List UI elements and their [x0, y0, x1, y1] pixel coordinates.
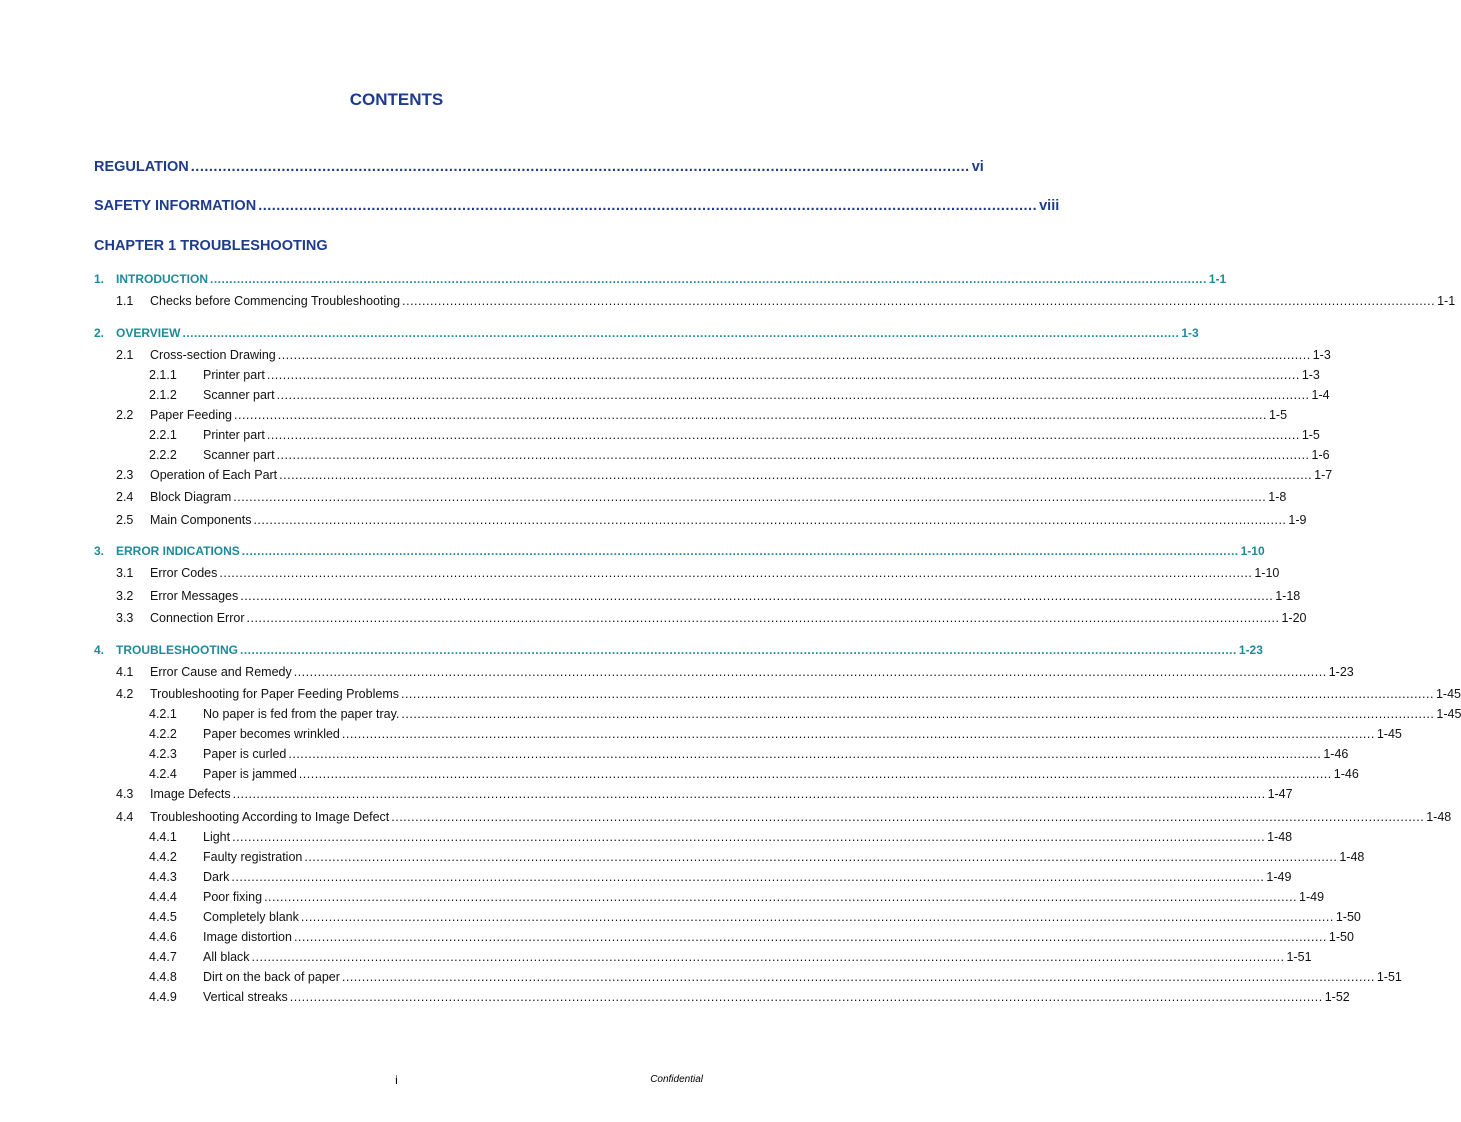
entry-label: REGULATION	[94, 159, 189, 175]
entry-label	[94, 272, 208, 286]
entry-number: 4.3	[116, 787, 134, 801]
page-title: CONTENTS	[349, 90, 444, 109]
entry-label	[149, 910, 299, 924]
entry-number: 4.2.4	[149, 767, 177, 781]
entry-label	[116, 566, 217, 580]
entry-page: 1-51	[1376, 969, 1402, 984]
entry-title: Image Defects	[150, 787, 231, 801]
entry-page: 1-18	[1275, 588, 1301, 603]
toc-entry-level-3[interactable]	[149, 747, 1349, 761]
entry-number: 2.1	[116, 347, 134, 362]
dot-leader: ....................................................................................................................................................................................................................................................................	[304, 849, 1338, 864]
entry-number: 2.3	[116, 467, 134, 482]
entry-label	[149, 727, 340, 741]
entry-title: ERROR INDICATIONS	[116, 544, 240, 558]
entry-title: Image distortion	[203, 929, 292, 944]
entry-number: 4.2.1	[149, 707, 177, 721]
entry-page: 1-8	[1268, 490, 1287, 504]
dot-leader: ....................................................................................................................................................................................................................................................................	[246, 611, 1280, 625]
entry-page: 1-20	[1281, 611, 1307, 625]
entry-page: 1-45	[1436, 707, 1461, 721]
entry-page: 1-45	[1376, 727, 1402, 741]
entry-label	[149, 767, 297, 781]
toc-entry-level-2[interactable]	[116, 588, 1301, 603]
entry-title: Troubleshooting According to Image Defect	[150, 809, 390, 824]
entry-title: Light	[203, 829, 231, 844]
toc-entry-level-3[interactable]	[149, 367, 1320, 382]
entry-title: Main Components	[150, 512, 252, 527]
entry-title: Error Codes	[150, 566, 218, 580]
entry-title: All black	[203, 949, 250, 964]
entry-label	[149, 950, 250, 964]
entry-label	[116, 589, 238, 603]
toc-entry-level-3[interactable]	[149, 727, 1402, 741]
entry-label	[116, 787, 231, 801]
entry-page: 1-50	[1328, 929, 1354, 944]
entry-label	[116, 810, 389, 824]
toc-entry-level-3[interactable]	[149, 829, 1293, 844]
entry-title: Vertical streaks	[203, 989, 288, 1004]
entry-title: Operation of Each Part	[150, 467, 278, 482]
entry-page: 1-3	[1312, 347, 1331, 362]
entry-page: 1-3	[1301, 367, 1320, 382]
toc-entry-level-3[interactable]	[149, 869, 1292, 884]
entry-number: 4.4.6	[149, 929, 177, 944]
entry-number: 4.4.8	[149, 969, 177, 984]
entry-label	[149, 930, 292, 944]
entry-number: 3.1	[116, 566, 134, 580]
dot-leader: ....................................................................................................................................................................................................................................................................	[210, 272, 1207, 286]
entry-page: vi	[971, 159, 984, 175]
dot-leader: ....................................................................................................................................................................................................................................................................	[391, 809, 1425, 824]
toc-entry-level-3[interactable]	[149, 949, 1312, 964]
entry-title: Connection Error	[150, 611, 245, 625]
dot-leader: ....................................................................................................................................................................................................................................................................	[232, 787, 1266, 801]
toc-entry-level-3[interactable]	[149, 447, 1330, 462]
footer-page-number: i	[395, 1073, 398, 1087]
toc-entry-level-1[interactable]	[94, 272, 1227, 286]
entry-number: 2.2	[116, 407, 134, 422]
entry-page: 1-49	[1299, 889, 1325, 904]
dot-leader: ....................................................................................................................................................................................................................................................................	[240, 642, 1237, 657]
entry-label	[116, 468, 277, 482]
toc-entry-level-1[interactable]	[94, 642, 1263, 657]
entry-number: 4.4.1	[149, 829, 177, 844]
toc-entry-level-2[interactable]	[116, 687, 1461, 701]
entry-title: Block Diagram	[150, 490, 232, 504]
dot-leader: ....................................................................................................................................................................................................................................................................	[276, 447, 1310, 462]
entry-label	[116, 348, 276, 362]
toc-entry-level-3[interactable]	[149, 849, 1365, 864]
entry-page: 1-4	[1311, 387, 1330, 402]
entry-label	[149, 448, 275, 462]
entry-number: 4.4.2	[149, 849, 177, 864]
toc-entry-level-3[interactable]	[149, 929, 1354, 944]
entry-label	[149, 890, 262, 904]
dot-leader: ....................................................................................................................................................................................................................................................................	[298, 767, 1332, 781]
entry-title: Paper is jammed	[203, 767, 297, 781]
entry-page: 1-52	[1324, 989, 1350, 1004]
entry-title: Scanner part	[203, 387, 275, 402]
entry-page: 1-10	[1254, 566, 1280, 580]
entry-page: 1-45	[1435, 687, 1461, 701]
entry-title: Paper becomes wrinkled	[203, 727, 340, 741]
toc-entry-level-2[interactable]	[116, 787, 1293, 801]
toc-entry-level-3[interactable]	[149, 889, 1325, 904]
entry-page: 1-48	[1339, 849, 1365, 864]
entry-label	[149, 368, 265, 382]
entry-title: Scanner part	[203, 447, 275, 462]
entry-label	[116, 294, 400, 308]
dot-leader: ....................................................................................................................................................................................................................................................................	[253, 512, 1287, 527]
toc-major-entry[interactable]	[94, 198, 1060, 214]
entry-number: 4.2.3	[149, 747, 177, 761]
entry-number: 4.4.3	[149, 869, 177, 884]
entry-title: Faulty registration	[203, 849, 303, 864]
toc-entry-level-3[interactable]	[149, 909, 1361, 924]
dot-leader: ....................................................................................................................................................................................................................................................................	[240, 588, 1274, 603]
dot-leader: ....................................................................................................................................................................................................................................................................	[293, 664, 1327, 679]
entry-label	[116, 408, 232, 422]
entry-number: 3.2	[116, 588, 134, 603]
entry-label	[149, 990, 288, 1004]
toc-entry-level-3[interactable]	[149, 969, 1402, 984]
dot-leader: ....................................................................................................................................................................................................................................................................	[231, 869, 1265, 884]
entry-number: 1.1	[116, 294, 134, 308]
entry-label: SAFETY INFORMATION	[94, 198, 257, 214]
entry-page: 1-51	[1286, 949, 1312, 964]
entry-page: 1-5	[1268, 407, 1288, 422]
entry-label	[149, 707, 399, 721]
entry-title: Dirt on the back of paper	[203, 969, 340, 984]
entry-title: Paper is curled	[203, 747, 287, 761]
entry-title: Poor fixing	[203, 889, 263, 904]
entry-title: Printer part	[203, 367, 265, 382]
dot-leader: ............................................................................................................................................................................	[258, 198, 1038, 214]
entry-number: 4.4	[116, 809, 134, 824]
entry-page: 1-3	[1181, 325, 1199, 340]
entry-number: 4.2.2	[149, 727, 177, 741]
entry-number: 4.4.5	[149, 909, 177, 924]
dot-leader: ....................................................................................................................................................................................................................................................................	[219, 566, 1253, 580]
entry-label	[149, 428, 265, 442]
entry-page: viii	[1039, 198, 1060, 214]
dot-leader: ....................................................................................................................................................................................................................................................................	[402, 294, 1436, 308]
dot-leader: ....................................................................................................................................................................................................................................................................	[266, 367, 1300, 382]
toc-entry-level-1[interactable]	[94, 544, 1265, 558]
entry-page: 1-7	[1314, 467, 1333, 482]
entry-label	[149, 747, 286, 761]
toc-entry-level-2[interactable]	[116, 294, 1456, 308]
dot-leader: ....................................................................................................................................................................................................................................................................	[293, 929, 1327, 944]
toc-entry-level-2[interactable]	[116, 809, 1452, 824]
entry-page: 1-49	[1266, 869, 1292, 884]
entry-page: 1-1	[1208, 272, 1227, 286]
entry-page: 1-23	[1238, 642, 1263, 657]
entry-number: 2.	[94, 325, 105, 340]
entry-label	[149, 388, 275, 402]
entry-title: Troubleshooting for Paper Feeding Problems	[150, 687, 399, 701]
entry-page: 1-47	[1267, 787, 1293, 801]
entry-label	[94, 544, 240, 558]
entry-page: 1-10	[1240, 544, 1265, 558]
dot-leader: ....................................................................................................................................................................................................................................................................	[341, 727, 1375, 741]
toc-entry-level-2[interactable]	[116, 664, 1354, 679]
toc-entry-level-2[interactable]	[116, 611, 1307, 625]
entry-page: 1-1	[1437, 294, 1456, 308]
entry-page: 1-50	[1335, 909, 1361, 924]
entry-title: OVERVIEW	[116, 325, 181, 340]
entry-title: Dark	[203, 869, 230, 884]
dot-leader: ....................................................................................................................................................................................................................................................................	[234, 407, 1267, 422]
entry-number: 4.	[94, 642, 105, 657]
dot-leader: ....................................................................................................................................................................................................................................................................	[241, 544, 1239, 558]
toc-entry-level-2[interactable]	[116, 347, 1331, 362]
entry-page: 1-6	[1311, 447, 1330, 462]
entry-number: 4.4.7	[149, 949, 177, 964]
toc-entry-level-2[interactable]	[116, 407, 1288, 422]
entry-page: 1-46	[1333, 767, 1359, 781]
entry-title: Printer part	[203, 427, 265, 442]
dot-leader: ....................................................................................................................................................................................................................................................................	[289, 989, 1323, 1004]
toc-entry-level-2[interactable]	[116, 490, 1287, 504]
toc-entry-level-1[interactable]	[94, 325, 1199, 340]
dot-leader: ....................................................................................................................................................................................................................................................................	[288, 747, 1322, 761]
dot-leader: ....................................................................................................................................................................................................................................................................	[276, 387, 1310, 402]
entry-label	[116, 611, 245, 625]
toc-entry-level-2[interactable]	[116, 512, 1307, 527]
entry-title: No paper is fed from the paper tray.	[203, 707, 400, 721]
entry-number: 2.5	[116, 512, 134, 527]
dot-leader: ....................................................................................................................................................................................................................................................................	[401, 707, 1435, 721]
dot-leader: ....................................................................................................................................................................................................................................................................	[266, 427, 1300, 442]
toc-major-entry[interactable]	[94, 159, 984, 175]
entry-title: Completely blank	[203, 909, 299, 924]
dot-leader: ....................................................................................................................................................................................................................................................................	[279, 467, 1313, 482]
entry-label	[116, 490, 231, 504]
entry-number: 3.	[94, 544, 105, 558]
entry-number: 4.2	[116, 687, 134, 701]
entry-number: 4.4.4	[149, 889, 177, 904]
dot-leader: ....................................................................................................................................................................................................................................................................	[251, 949, 1285, 964]
entry-page: 1-23	[1328, 664, 1354, 679]
dot-leader: ............................................................................................................................................................................	[190, 159, 970, 175]
dot-leader: ....................................................................................................................................................................................................................................................................	[400, 687, 1434, 701]
entry-number: 4.4.9	[149, 989, 177, 1004]
entry-label	[116, 513, 251, 527]
toc-entry-level-3[interactable]	[149, 767, 1359, 781]
entry-page: 1-5	[1301, 427, 1320, 442]
dot-leader: ....................................................................................................................................................................................................................................................................	[233, 490, 1267, 504]
footer-confidential: Confidential	[650, 1074, 703, 1085]
dot-leader: ....................................................................................................................................................................................................................................................................	[341, 969, 1375, 984]
entry-number: 4.1	[116, 664, 134, 679]
entry-label	[149, 850, 302, 864]
entry-title: Checks before Commencing Troubleshooting	[150, 294, 401, 308]
entry-page: 1-48	[1426, 809, 1452, 824]
toc-entry-level-2[interactable]	[116, 467, 1333, 482]
entry-title: INTRODUCTION	[116, 272, 208, 286]
entry-title: Cross-section Drawing	[150, 347, 276, 362]
entry-label	[94, 643, 238, 657]
dot-leader: ....................................................................................................................................................................................................................................................................	[182, 325, 1180, 340]
dot-leader: ....................................................................................................................................................................................................................................................................	[277, 347, 1311, 362]
entry-label	[94, 326, 180, 340]
chapter-heading: CHAPTER 1 TROUBLESHOOTING	[94, 238, 328, 254]
entry-label	[116, 687, 399, 701]
entry-label	[149, 870, 229, 884]
entry-number: 2.4	[116, 490, 134, 504]
entry-page: 1-9	[1288, 512, 1307, 527]
toc-entry-level-2[interactable]	[116, 566, 1280, 580]
dot-leader: ....................................................................................................................................................................................................................................................................	[300, 909, 1334, 924]
entry-title: Error Cause and Remedy	[150, 664, 292, 679]
entry-page: 1-48	[1267, 829, 1293, 844]
dot-leader: ....................................................................................................................................................................................................................................................................	[232, 829, 1266, 844]
entry-number: 2.1.1	[149, 367, 177, 382]
toc-entry-level-3[interactable]	[149, 427, 1320, 442]
entry-label	[149, 830, 230, 844]
toc-entry-level-3[interactable]	[149, 387, 1330, 402]
entry-number: 2.2.2	[149, 447, 177, 462]
entry-number: 1.	[94, 272, 105, 286]
entry-label	[116, 665, 292, 679]
entry-title: TROUBLESHOOTING	[116, 642, 238, 657]
entry-title: Error Messages	[150, 588, 239, 603]
entry-number: 3.3	[116, 611, 134, 625]
toc-entry-level-3[interactable]	[149, 707, 1461, 721]
entry-page: 1-46	[1323, 747, 1349, 761]
entry-number: 2.1.2	[149, 387, 177, 402]
entry-title: Paper Feeding	[150, 407, 233, 422]
toc-entry-level-3[interactable]	[149, 989, 1350, 1004]
entry-label	[149, 970, 340, 984]
dot-leader: ....................................................................................................................................................................................................................................................................	[264, 889, 1298, 904]
entry-number: 2.2.1	[149, 427, 177, 442]
